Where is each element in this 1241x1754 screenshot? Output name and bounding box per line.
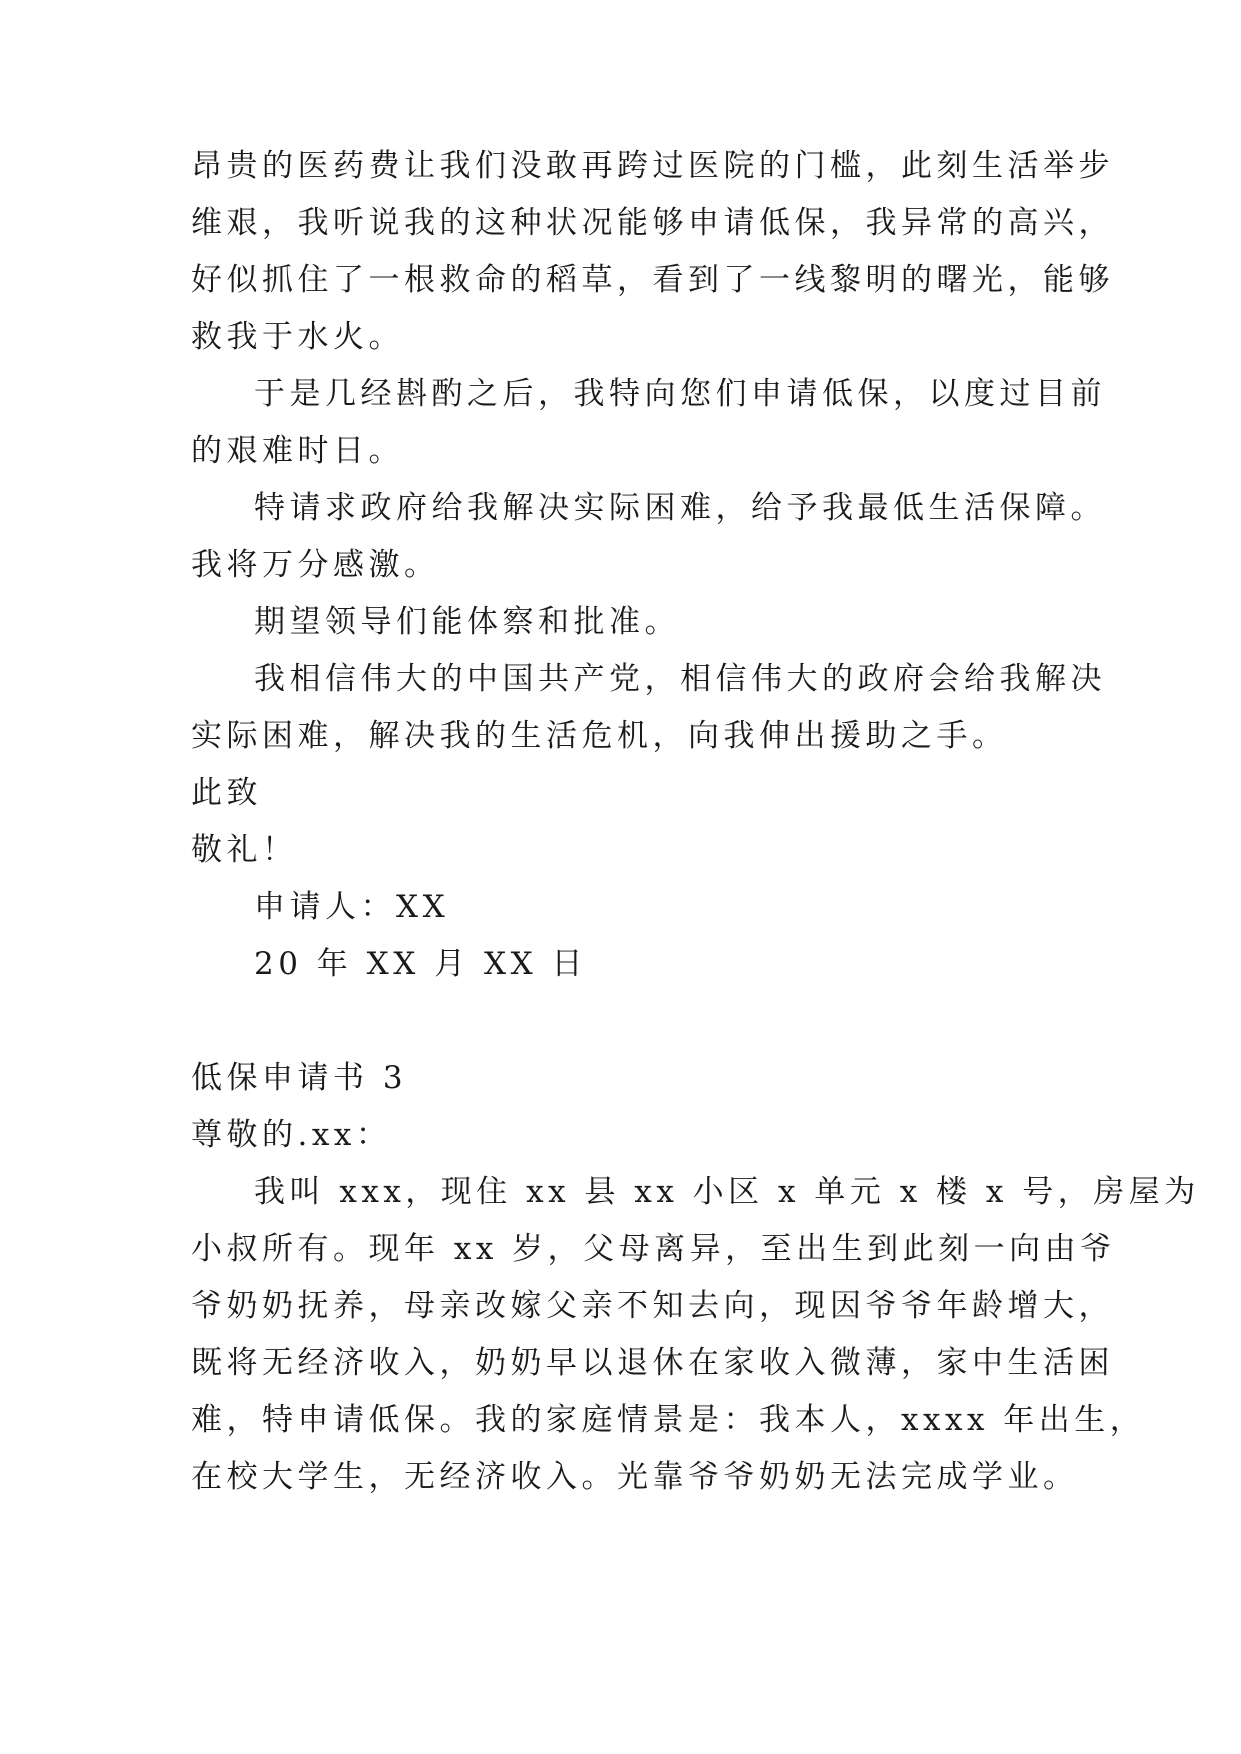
text-line: 难，特申请低保。我的家庭情景是：我本人，xxxx 年出生， (191, 1402, 1146, 1438)
text-line: 昂贵的医药费让我们没敢再跨过医院的门槛，此刻生活举步 (191, 148, 1114, 184)
text-line: 维艰，我听说我的这种状况能够申请低保，我异常的高兴， (191, 205, 1114, 241)
text-line: 好似抓住了一根救命的稻草，看到了一线黎明的曙光，能够 (191, 262, 1114, 298)
text-line: 爷奶奶抚养，母亲改嫁父亲不知去向，现因爷爷年龄增大， (191, 1288, 1114, 1324)
closing-line: 此致 (191, 775, 262, 811)
text-line: 在校大学生，无经济收入。光靠爷爷奶奶无法完成学业。 (191, 1459, 1079, 1495)
text-line: 救我于水火。 (191, 319, 404, 355)
text-line: 小叔所有。现年 xx 岁，父母离异，至出生到此刻一向由爷 (191, 1231, 1116, 1267)
text-line: 于是几经斟酌之后，我特向您们申请低保，以度过目前 (254, 376, 1106, 412)
text-line: 特请求政府给我解决实际困难，给予我最低生活保障。 (254, 490, 1106, 526)
section-title: 低保申请书 3 (191, 1060, 408, 1096)
closing-salute: 敬礼！ (191, 832, 298, 868)
text-line: 我将万分感激。 (191, 547, 440, 583)
applicant-line: 申请人：XX (254, 889, 450, 925)
text-line: 的艰难时日。 (191, 433, 404, 469)
salutation: 尊敬的.xx： (191, 1117, 392, 1153)
text-line: 我叫 xxx，现住 xx 县 xx 小区 x 单元 x 楼 x 号，房屋为 (254, 1174, 1200, 1210)
text-line: 既将无经济收入，奶奶早以退休在家收入微薄，家中生活困 (191, 1345, 1114, 1381)
text-line: 期望领导们能体察和批准。 (254, 604, 680, 640)
date-line: 20 年 XX 月 XX 日 (254, 946, 587, 982)
text-line: 我相信伟大的中国共产党，相信伟大的政府会给我解决 (254, 661, 1106, 697)
text-line: 实际困难，解决我的生活危机，向我伸出援助之手。 (191, 718, 1008, 754)
